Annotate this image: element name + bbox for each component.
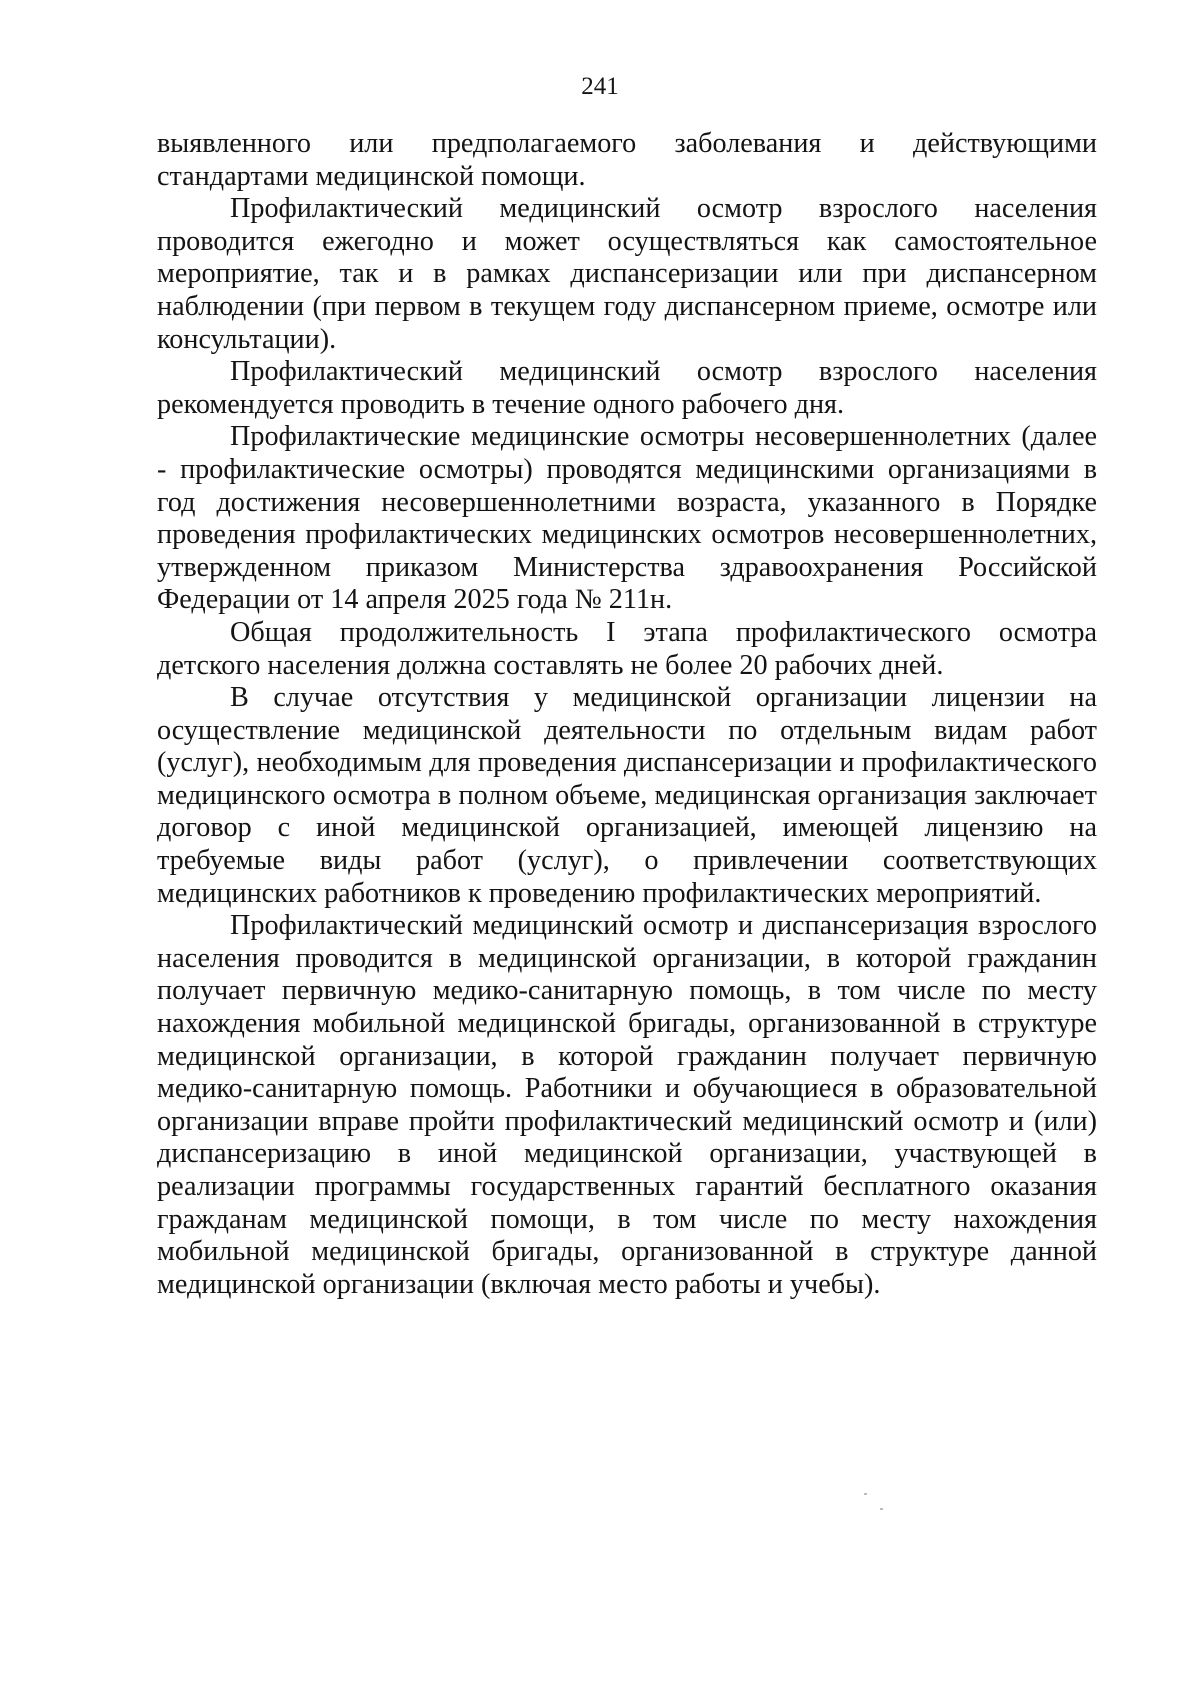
scan-speck [864, 1493, 867, 1495]
paragraph-children-stage-duration: Общая продолжительность I этапа профилактического осмотра детского населения должна составлять не более 20 рабочих дней. [157, 616, 1097, 681]
paragraph-adult-checkup-duration: Профилактический медицинский осмотр взрослого населения рекомендуется проводить в течение одного рабочего дня. [157, 356, 1097, 420]
document-body [157, 128, 1097, 1301]
paragraph-minors-checkups: Профилактические медицинские осмотры несовершеннолетних (далее - профилактические осмотры) проводятся медицинскими организациями в год достижения несовершеннолетними возраста, указанного в Порядке проведения профилактических медицинских осмотров несовершеннолетних, утвержденном приказом Министерства здравоохранения Российской Федерации от 14 апреля 2025 года № 211н. [157, 421, 1097, 616]
page-number: 241 [581, 73, 619, 100]
paragraph-continuation: выявленного или предполагаемого заболевания и действующими стандартами медицинской помощи. [157, 128, 1097, 192]
paragraph-place-of-checkup: Профилактический медицинский осмотр и диспансеризация взрослого населения проводится в медицинской организации, в которой гражданин получает первичную медико-санитарную помощь, в том числе по месту нахождения мобильной медицинской бригады, организованной в структуре медицинской организации, в которой гражданин получает первичную медико-санитарную помощь. Работники и обучающиеся в образовательной организации вправе пройти профилактический медицинский осмотр и (или) диспансеризацию в иной медицинской организации, участвующей в реализации программы государственных гарантий бесплатного оказания гражданам медицинской помощи, в том числе по месту нахождения мобильной медицинской бригады, организованной в структуре данной медицинской организации (включая место работы и учебы). [157, 910, 1097, 1300]
paragraph-adult-checkup-frequency: Профилактический медицинский осмотр взрослого населения проводится ежегодно и может осуществляться как самостоятельное мероприятие, так и в рамках диспансеризации или при диспансерном наблюдении (при первом в текущем году диспансерном приеме, осмотре или консультации). [157, 193, 1097, 355]
scan-speck [880, 1508, 883, 1510]
paragraph-license-contract: В случае отсутствия у медицинской организации лицензии на осуществление медицинской деятельности по отдельным видам работ (услуг), необходимым для проведения диспансеризации и профилактического медицинского осмотра в полном объеме, медицинская организация заключает договор с иной медицинской организацией, имеющей лицензию на требуемые виды работ (услуг), о привлечении соответствующих медицинских работников к проведению профилактических мероприятий. [157, 682, 1097, 909]
